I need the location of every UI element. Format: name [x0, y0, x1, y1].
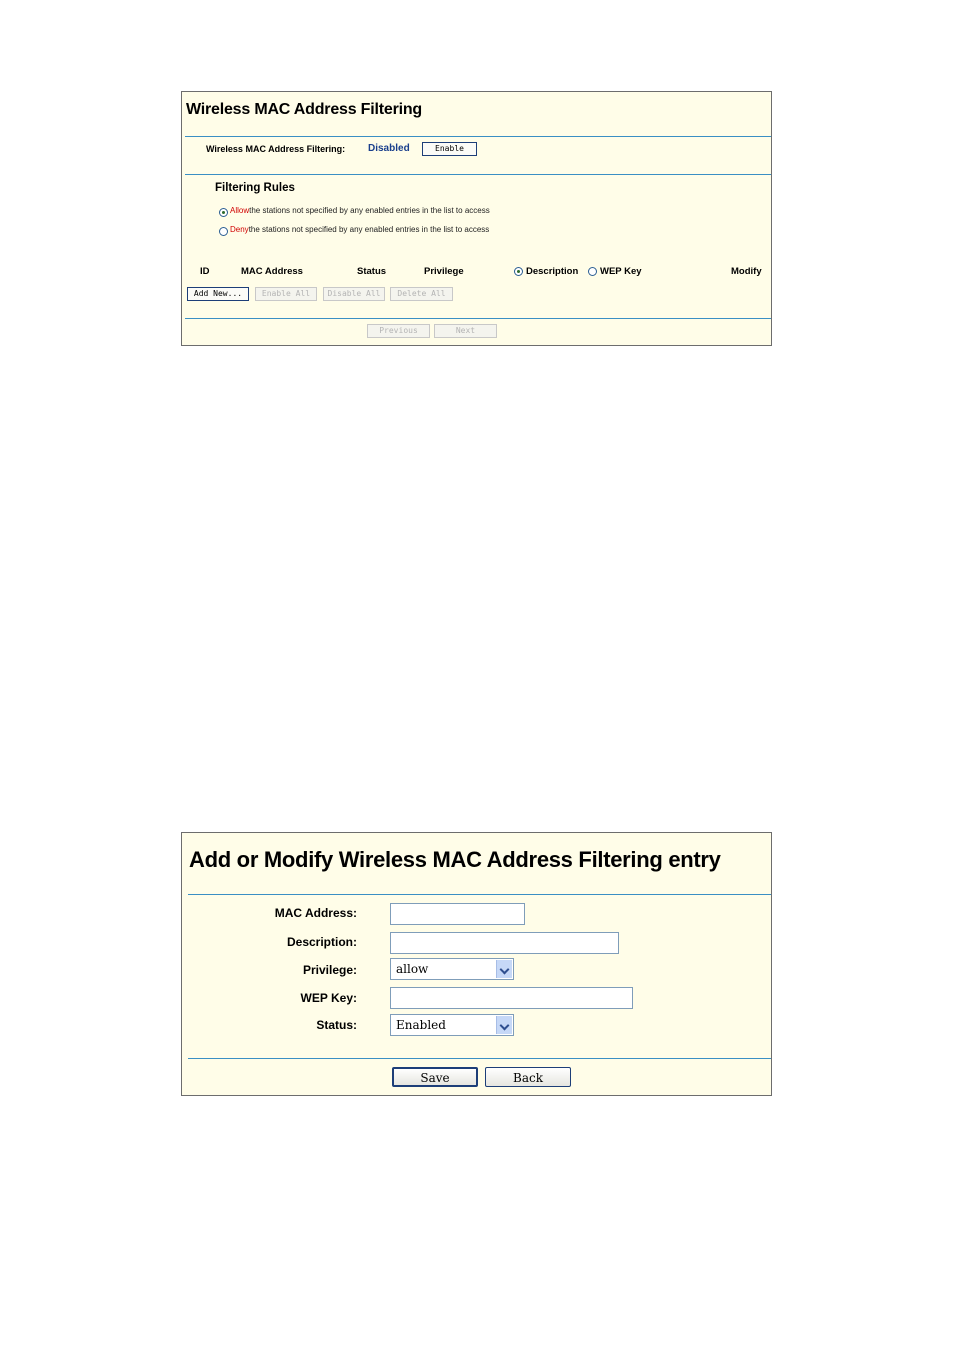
privilege-selected-value: allow: [396, 962, 429, 976]
panel-title: Wireless MAC Address Filtering: [186, 101, 422, 118]
column-wep-key: WEP Key: [600, 266, 642, 277]
column-modify: Modify: [731, 266, 762, 277]
deny-rule-radio[interactable]: [219, 227, 228, 236]
column-privilege: Privilege: [424, 266, 464, 277]
previous-button[interactable]: Previous: [367, 324, 430, 338]
filtering-rules-heading: Filtering Rules: [215, 182, 295, 194]
divider: [188, 894, 771, 895]
add-new-button[interactable]: Add New...: [187, 287, 249, 301]
enable-all-button[interactable]: Enable All: [255, 287, 317, 301]
next-button[interactable]: Next: [434, 324, 497, 338]
add-modify-entry-panel: [181, 832, 772, 1096]
filtering-status-value: Disabled: [368, 143, 410, 154]
status-select[interactable]: [390, 1014, 514, 1036]
panel-title: Add or Modify Wireless MAC Address Filtering entry: [189, 847, 721, 872]
column-id: ID: [200, 266, 210, 277]
divider: [185, 174, 771, 175]
deny-rule-text: [230, 225, 489, 234]
privilege-select[interactable]: [390, 958, 514, 980]
divider: [185, 136, 771, 137]
back-button[interactable]: Back: [485, 1067, 571, 1087]
status-label: Status:: [316, 1018, 357, 1032]
filtering-status-label: Wireless MAC Address Filtering:: [206, 144, 346, 154]
allow-rule-text: [230, 206, 490, 215]
delete-all-button[interactable]: Delete All: [390, 287, 453, 301]
divider: [185, 318, 771, 319]
description-column-radio[interactable]: [514, 267, 523, 276]
chevron-down-icon[interactable]: [496, 1016, 512, 1034]
save-button[interactable]: Save: [392, 1067, 478, 1087]
allow-keyword: Allow: [230, 206, 250, 215]
column-status: Status: [357, 266, 387, 277]
privilege-label: Privilege:: [302, 963, 357, 977]
description-input[interactable]: [390, 932, 619, 954]
mac-filtering-panel: [181, 91, 772, 346]
status-selected-value: Enabled: [396, 1018, 446, 1032]
allow-rule-description: the stations not specified by any enabled entries in the list to access: [249, 206, 490, 215]
chevron-down-icon[interactable]: [496, 960, 512, 978]
mac-address-label: MAC Address:: [274, 906, 357, 920]
divider: [188, 1058, 771, 1059]
allow-rule-radio[interactable]: [219, 208, 228, 217]
disable-all-button[interactable]: Disable All: [323, 287, 385, 301]
wep-key-column-radio[interactable]: [588, 267, 597, 276]
wep-key-input[interactable]: [390, 987, 633, 1009]
enable-button[interactable]: Enable: [422, 142, 477, 156]
column-description: Description: [526, 266, 579, 277]
wep-key-label: WEP Key:: [300, 991, 357, 1005]
mac-address-input[interactable]: [390, 903, 525, 925]
description-label: Description:: [286, 935, 357, 949]
deny-rule-description: the stations not specified by any enabled entries in the list to access: [248, 225, 490, 234]
column-mac-address: MAC Address: [241, 266, 303, 277]
deny-keyword: Deny: [230, 225, 249, 234]
